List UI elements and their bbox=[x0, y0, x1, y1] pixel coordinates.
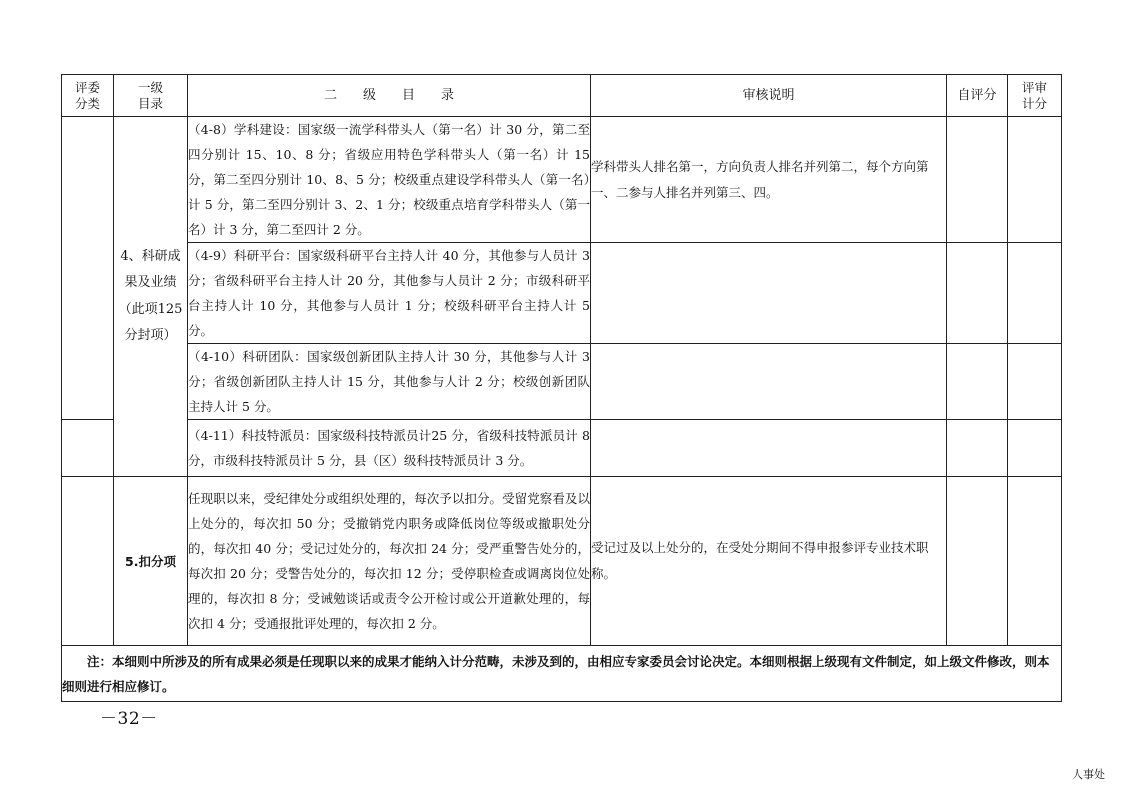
scoring-table bbox=[61, 74, 1062, 702]
section4-category-label: 4、科研成果及业绩（此项125分封项） bbox=[118, 248, 183, 343]
table-row bbox=[62, 243, 1062, 344]
table-row bbox=[62, 420, 1062, 477]
header-self-score: 自评分 bbox=[947, 75, 1008, 117]
table-row bbox=[62, 477, 1062, 646]
table-note: 注：本细则中所涉及的所有成果必须是任现职以来的成果才能纳入计分范畴，未涉及到的，由相应专家委员会讨论决定。本细则根据上级现有文件制定，如上级文件修改，则本细则进行相应修订。 bbox=[62, 646, 1062, 702]
row-4-8-review: 学科带头人排名第一，方向负责人排名并列第二，每个方向第一、二参与人排名并列第三、四。 bbox=[591, 117, 947, 243]
note-row bbox=[62, 646, 1062, 702]
category-cell bbox=[62, 420, 114, 477]
header-category: 评委 分类 bbox=[62, 75, 114, 117]
self-score-cell bbox=[947, 117, 1008, 243]
table-row bbox=[62, 117, 1062, 243]
row-4-10-content: （4-10）科研团队：国家级创新团队主持人计 30 分，其他参与人计 3 分；省级创新团队主持人计 15 分，其他参与人计 2 分；校级创新团队主持人计 5 分。 bbox=[188, 344, 591, 420]
row-4-11-review bbox=[591, 420, 947, 477]
section5-category: 5.扣分项 bbox=[114, 477, 188, 646]
header-review: 审核说明 bbox=[591, 75, 947, 117]
page-number: －32－ bbox=[100, 709, 158, 729]
panel-score-cell bbox=[1008, 420, 1062, 477]
header-panel-score: 评审 计分 bbox=[1008, 75, 1062, 117]
category-cell bbox=[62, 117, 114, 420]
panel-score-cell bbox=[1008, 477, 1062, 646]
row-5-content: 任现职以来，受纪律处分或组织处理的，每次予以扣分。受留党察看及以上处分的，每次扣 50 分；受撤销党内职务或降低岗位等级或撤职处分的，每次扣 40 分；受记过处分的，每次扣 24 分；受严重警告处分的，每次扣 20 分；受警告处分的，每次扣 12 分；受停职检查或调离岗位处理的，每次扣 8 分；受诫勉谈话或责令公开检讨或公开道歉处理的，每次扣 4 分；受通报批评处理的，每次扣 2 分。 bbox=[188, 477, 591, 646]
self-score-cell bbox=[947, 420, 1008, 477]
self-score-cell bbox=[947, 243, 1008, 344]
footer-mark: 人事处 bbox=[1072, 768, 1105, 781]
header-level2: 二 级 目 录 bbox=[188, 75, 591, 117]
row-4-11-content: （4-11）科技特派员：国家级科技特派员计25 分，省级科技特派员计 8 分，市级科技特派员计 5 分，县（区）级科技特派员计 3 分。 bbox=[188, 420, 591, 477]
panel-score-cell bbox=[1008, 344, 1062, 420]
section4-category bbox=[114, 117, 188, 477]
panel-score-cell bbox=[1008, 243, 1062, 344]
row-4-9-review bbox=[591, 243, 947, 344]
category-cell bbox=[62, 477, 114, 646]
row-5-review: 受记过及以上处分的，在受处分期间不得申报参评专业技术职称。 bbox=[591, 477, 947, 646]
self-score-cell bbox=[947, 344, 1008, 420]
row-4-8-content: （4-8）学科建设：国家级一流学科带头人（第一名）计 30 分，第二至四分别计 15、10、8 分；省级应用特色学科带头人（第一名）计 15 分，第二至四分别计 10、8、5 分；校级重点建设学科带头人（第一名）计 5 分，第二至四分别计 3、2、1 分；校级重点培育学科带头人（第一名）计 3 分，第二至四计 2 分。 bbox=[188, 117, 591, 243]
header-row bbox=[62, 75, 1062, 117]
table-row bbox=[62, 344, 1062, 420]
row-4-10-review bbox=[591, 344, 947, 420]
row-4-9-content: （4-9）科研平台：国家级科研平台主持人计 40 分，其他参与人员计 3 分；省级科研平台主持人计 20 分，其他参与人员计 2 分；市级科研平台主持人计 10 分，其他参与人员计 1 分；校级科研平台主持人计 5 分。 bbox=[188, 243, 591, 344]
self-score-cell bbox=[947, 477, 1008, 646]
panel-score-cell bbox=[1008, 117, 1062, 243]
header-level1: 一级 目录 bbox=[114, 75, 188, 117]
